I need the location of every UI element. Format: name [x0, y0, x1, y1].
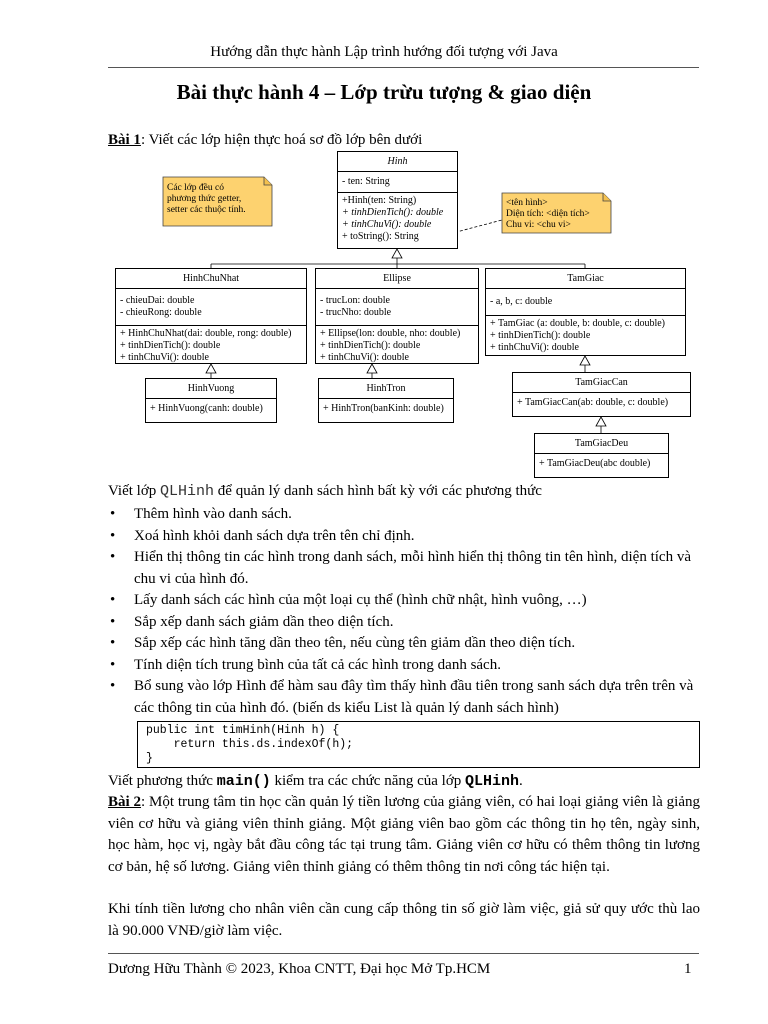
- note-left: Các lớp đều có phương thức getter, setter các thuộc tính.: [167, 183, 246, 215]
- class-hinhtron: HinhTron + HinhTron(banKinh: double): [318, 378, 454, 423]
- class-tamgiacdeu: TamGiacDeu + TamGiacDeu(abc double): [534, 433, 669, 478]
- class-tamgiac: TamGiac - a, b, c: double + TamGiac (a: double, b: double, c: double) + tinhDienTich(): double + tinhChuVi(): double: [485, 268, 686, 356]
- page-number: 1: [684, 961, 692, 977]
- requirements-list: [108, 504, 700, 719]
- class-hinhvuong: HinhVuong + HinhVuong(canh: double): [145, 378, 277, 423]
- list-item: • Sắp xếp danh sách giảm dần theo diện tích.: [108, 612, 700, 634]
- exercise-2-text: : Một trung tâm tin học cần quản lý tiền lương của giảng viên, có hai loại giảng viên là giảng viên cơ hữu và giảng viên thỉnh giảng. Một giảng viên bao gồm các thông tin họ tên, ngày sinh, học hàm, học vị, ngày bắt đầu công tác tại trung tâm. Giảng viên cơ hữu có thêm thông tin lương cơ bản, hệ số lương. Giảng viên thỉnh giảng có thêm thông tin nơi công tác hiện tại.: [108, 794, 700, 875]
- list-item: • Hiển thị thông tin các hình trong danh sách, mỗi hình hiển thị thông tin tên hình, diện tích và chu vi của hình đó.: [108, 547, 700, 590]
- document-title: Bài thực hành 4 – Lớp trừu tượng & giao diện: [176, 80, 592, 104]
- exercise-1-text: : Viết các lớp hiện thực hoá sơ đồ lớp bên dưới: [140, 132, 423, 148]
- qlhinh-intro: Viết lớp QLHinh để quản lý danh sách hình bất kỳ với các phương thức: [108, 483, 542, 500]
- class-ellipse: Ellipse - trucLon: double - trucNho: double + Ellipse(lon: double, nho: double) + tinhDienTich(): double + tinhChuVi(): double: [315, 268, 479, 364]
- exercise-1-label: Bài 1: [108, 132, 141, 148]
- exercise-2-paragraph-2: Khi tính tiền lương cho nhân viên cần cung cấp thông tin số giờ làm việc, giả sử quy ước thù lao là 90.000 VNĐ/giờ làm việc.: [108, 901, 700, 939]
- class-hinhchunhat: HinhChuNhat - chieuDai: double - chieuRong: double + HinhChuNhat(dai: double, rong: double) + tinhDienTich(): double + tinhChuVi(): double: [115, 268, 307, 364]
- class-hinh: Hinh - ten: String +Hinh(ten: String) + tinhDienTich(): double + tinhChuVi(): double + toString(): String: [337, 151, 458, 249]
- footer-rule: [108, 953, 699, 954]
- page-header: Hướng dẫn thực hành Lập trình hướng đối tượng với Java: [210, 44, 558, 60]
- list-item: • Xoá hình khỏi danh sách dựa trên tên chỉ định.: [108, 526, 700, 548]
- exercise-2-label: Bài 2: [108, 794, 142, 810]
- list-item: • Thêm hình vào danh sách.: [108, 504, 700, 526]
- list-item: • Lấy danh sách các hình của một loại cụ thể (hình chữ nhật, hình vuông, …): [108, 590, 700, 612]
- list-item: • Bổ sung vào lớp Hình để hàm sau đây tìm thấy hình đầu tiên trong sanh sách dựa trên trên và các thông tin của hình đó. (biến ds kiểu List là quản lý danh sách hình): [108, 676, 700, 719]
- note-right: <tên hình> Diện tích: <diện tích> Chu vi: <chu vi>: [506, 198, 590, 230]
- arrow-to-tgcan: [596, 417, 606, 426]
- arrow-to-tamgiac: [580, 356, 590, 365]
- list-item: • Sắp xếp các hình tăng dần theo tên, nếu cùng tên giảm dần theo diện tích.: [108, 633, 700, 655]
- list-item: • Tính diện tích trung bình của tất cả các hình trong danh sách.: [108, 655, 700, 677]
- arrow-to-hinh: [392, 249, 402, 258]
- main-method-line: Viết phương thức main() kiểm tra các chức năng của lớp QLHinh.: [108, 773, 523, 790]
- class-tamgiaccan: TamGiacCan + TamGiacCan(ab: double, c: double): [512, 372, 691, 417]
- code-block: public int timHinh(Hinh h) { return this.ds.indexOf(h); }: [137, 721, 700, 768]
- footer-author: Dương Hữu Thành © 2023, Khoa CNTT, Đại học Mở Tp.HCM: [108, 961, 491, 977]
- exercise-2-paragraph: [108, 792, 700, 878]
